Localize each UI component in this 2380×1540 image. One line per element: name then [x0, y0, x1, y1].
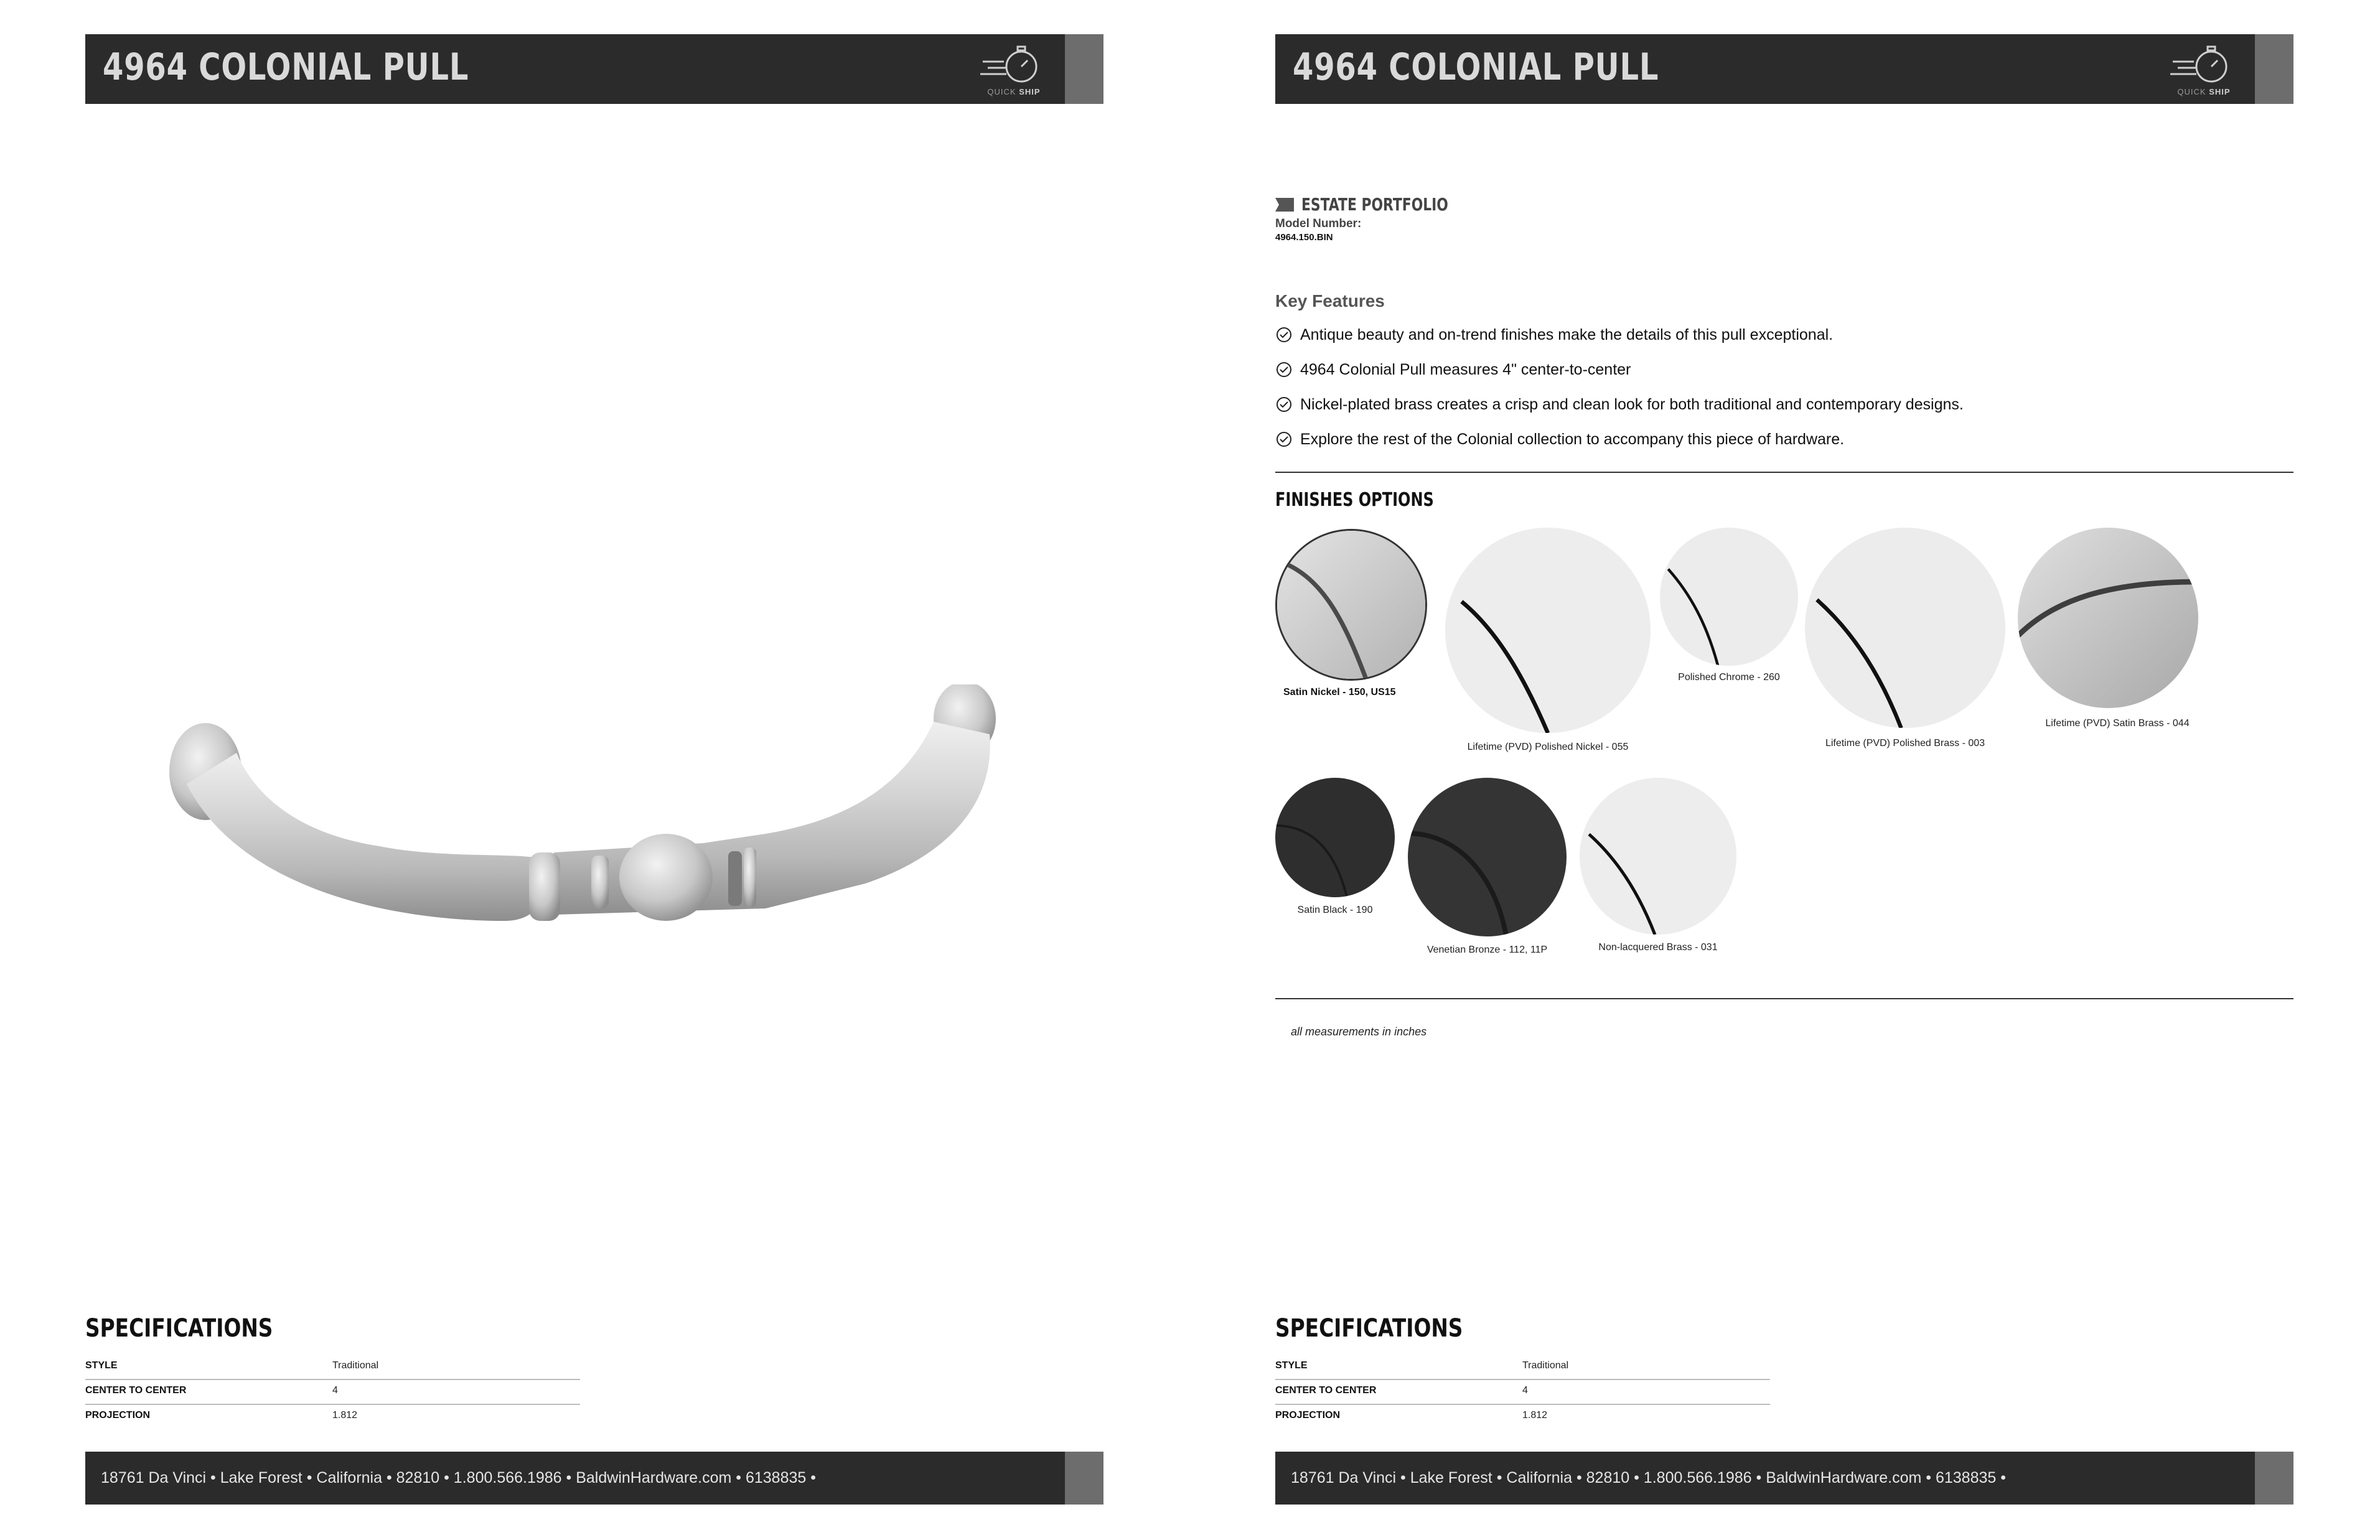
feature-text: 4964 Colonial Pull measures 4" center-to-center [1300, 361, 1631, 378]
swatch-art [1805, 528, 2005, 728]
feature-text: Antique beauty and on-trend finishes make the details of this pull exceptional. [1300, 326, 1834, 343]
finish-swatch-venetian-bronze[interactable] [1408, 778, 1567, 936]
spec-row [85, 1380, 580, 1405]
quick-ship-label: QUICK SHIP [987, 87, 1041, 96]
finish-swatch-polished-nickel[interactable] [1445, 528, 1651, 733]
spec-row [85, 1405, 580, 1429]
check-circle-icon [1275, 396, 1293, 413]
spec-label: PROJECTION [1275, 1410, 1341, 1421]
page-title: 4964 COLONIAL PULL [103, 45, 469, 89]
spec-value: 1.812 [332, 1410, 358, 1421]
spec-value: Traditional [332, 1360, 379, 1371]
feature-text: Explore the rest of the Colonial collection to accompany this piece of hardware. [1300, 431, 1845, 448]
quick-ship-badge [2169, 43, 2239, 96]
specifications-table [1275, 1355, 1770, 1429]
spec-value: 4 [332, 1385, 338, 1396]
model-label: Model Number: [1275, 217, 1362, 230]
spec-value: Traditional [1522, 1360, 1569, 1371]
spec-label: PROJECTION [85, 1410, 151, 1421]
swatch-art [2018, 528, 2198, 708]
spec-label: STYLE [85, 1360, 118, 1371]
spec-label: CENTER TO CENTER [85, 1385, 187, 1396]
finish-swatch-satin-black[interactable] [1275, 778, 1395, 897]
footer-bar [85, 1452, 1103, 1505]
finishes-title: FINISHES OPTIONS [1275, 489, 1434, 511]
header-tail [1065, 34, 1103, 104]
feature-text: Nickel-plated brass creates a crisp and clean look for both traditional and contemporary designs. [1300, 396, 1964, 413]
swatch-art [1408, 778, 1567, 936]
footer-address: 18761 Da Vinci • Lake Forest • California • 82810 • 1.800.566.1986 • BaldwinHardware.com • 6138835 • [101, 1469, 816, 1486]
finish-swatch-polished-chrome[interactable] [1660, 528, 1798, 666]
spec-row [85, 1355, 580, 1380]
finish-swatch-non-lacquered-brass[interactable] [1580, 778, 1736, 935]
spec-label: STYLE [1275, 1360, 1308, 1371]
check-circle-icon [1275, 326, 1293, 343]
specifications-title: SPECIFICATIONS [85, 1314, 273, 1343]
specifications-table [85, 1355, 580, 1429]
portfolio-name: ESTATE PORTFOLIO [1301, 194, 1448, 215]
model-number: 4964.150.BIN [1275, 232, 1333, 243]
product-image-colonial-pull [143, 684, 1052, 971]
divider [1275, 998, 2293, 999]
stopwatch-icon [979, 43, 1049, 86]
finish-label: Polished Chrome - 260 [1678, 672, 1780, 683]
check-circle-icon [1275, 361, 1293, 378]
measurement-note: all measurements in inches [1291, 1025, 1427, 1038]
footer-tail [2255, 1452, 2293, 1505]
finish-label: Lifetime (PVD) Satin Brass - 044 [2045, 718, 2190, 729]
swatch-art [1660, 528, 1798, 666]
page-title: 4964 COLONIAL PULL [1293, 45, 1659, 89]
footer-tail [1065, 1452, 1103, 1505]
finish-label: Satin Nickel - 150, US15 [1283, 687, 1396, 698]
flag-icon [1275, 198, 1294, 212]
spec-label: CENTER TO CENTER [1275, 1385, 1377, 1396]
header-bar [1275, 34, 2293, 104]
finish-label: Lifetime (PVD) Polished Brass - 003 [1825, 738, 1985, 749]
finish-label: Lifetime (PVD) Polished Nickel - 055 [1467, 742, 1629, 752]
header-bar [85, 34, 1103, 104]
quick-ship-badge [979, 43, 1049, 96]
finish-swatch-polished-brass[interactable] [1805, 528, 2005, 728]
header-tail [2255, 34, 2293, 104]
stopwatch-icon [2169, 43, 2239, 86]
footer-bar [1275, 1452, 2293, 1505]
quick-ship-label: QUICK SHIP [2177, 87, 2231, 96]
specifications-title: SPECIFICATIONS [1275, 1314, 1463, 1343]
spec-value: 4 [1522, 1385, 1528, 1396]
finish-label: Non-lacquered Brass - 031 [1598, 942, 1718, 953]
divider [1275, 472, 2293, 473]
spec-row [1275, 1405, 1770, 1429]
spec-row [1275, 1355, 1770, 1380]
finish-swatch-satin-nickel[interactable] [1275, 529, 1427, 681]
spec-row [1275, 1380, 1770, 1405]
finish-label: Venetian Bronze - 112, 11P [1427, 945, 1548, 955]
right-page [1190, 0, 2380, 1540]
swatch-art [1275, 778, 1395, 897]
finish-swatch-satin-brass[interactable] [2018, 528, 2198, 708]
finish-label: Satin Black - 190 [1297, 905, 1373, 915]
swatch-art [1580, 778, 1736, 935]
swatch-art [1277, 531, 1425, 679]
footer-address: 18761 Da Vinci • Lake Forest • California • 82810 • 1.800.566.1986 • BaldwinHardware.com • 6138835 • [1291, 1469, 2006, 1486]
check-circle-icon [1275, 431, 1293, 448]
key-features-title: Key Features [1275, 291, 1385, 310]
spec-value: 1.812 [1522, 1410, 1548, 1421]
swatch-art [1445, 528, 1651, 733]
